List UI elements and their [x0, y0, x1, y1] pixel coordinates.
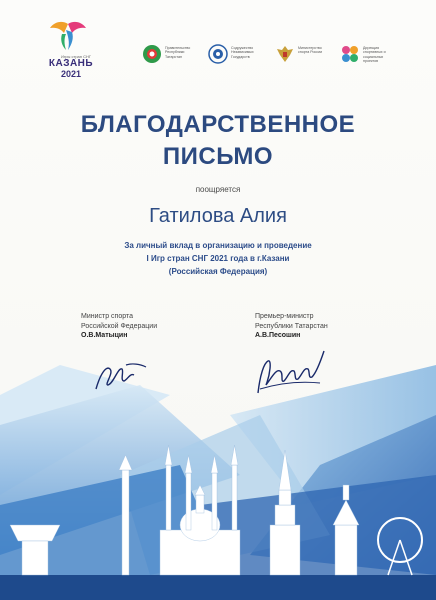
- partner-ministry-text: Министерство спорта России: [298, 46, 323, 55]
- reason-line1: За личный вклад в организацию и проведение: [124, 241, 312, 250]
- signatory-left-position-2: Российской Федерации: [81, 322, 158, 330]
- games-logo-city: КАЗАНЬ: [48, 58, 94, 69]
- awarded-label: поощряется: [195, 185, 241, 194]
- games-logo-year: 2021: [60, 69, 82, 79]
- russia-eagle-emblem-icon: [275, 44, 295, 64]
- reason-line3: (Российская Федерация): [168, 267, 268, 276]
- signatory-right: [255, 312, 328, 341]
- directorate-logo-icon: [340, 44, 360, 64]
- signatory-left: [81, 312, 157, 341]
- reason-line2: I Игр стран СНГ 2021 года в г.Казани: [146, 254, 290, 263]
- partner-cis-text: Содружество Независимых Государств: [231, 46, 254, 59]
- partner-tatarstan-text: Правительство Республики Татарстан: [165, 46, 191, 59]
- signatory-left-position-1: Министр спорта: [81, 313, 134, 320]
- signature-right-handwritten: [250, 345, 330, 400]
- games-logo-small-text: Игры стран СНГ: [60, 54, 92, 59]
- games-kazan-2021-logo: [36, 20, 106, 78]
- certificate-title-line2: ПИСЬМО: [162, 143, 274, 170]
- kazan-skyline-illustration: [0, 355, 436, 600]
- cis-emblem-icon: [208, 44, 228, 64]
- partner-directorate-text: Дирекция спортивных и социальных проектов: [363, 46, 386, 63]
- signatory-right-position-2: Республики Татарстан: [255, 322, 328, 330]
- signatory-left-name: О.В.Матыцин: [81, 332, 128, 339]
- signatory-right-position-1: Премьер-министр: [255, 313, 314, 320]
- tatarstan-emblem-icon: [142, 44, 162, 64]
- certificate-title-line1: БЛАГОДАРСТВЕННОЕ: [80, 111, 356, 138]
- signature-left-handwritten: [92, 355, 152, 395]
- signatory-right-name: А.В.Песошин: [255, 332, 301, 339]
- bird-emblem-icon: [48, 20, 88, 54]
- recipient-name: Гатилова Алия: [149, 205, 287, 227]
